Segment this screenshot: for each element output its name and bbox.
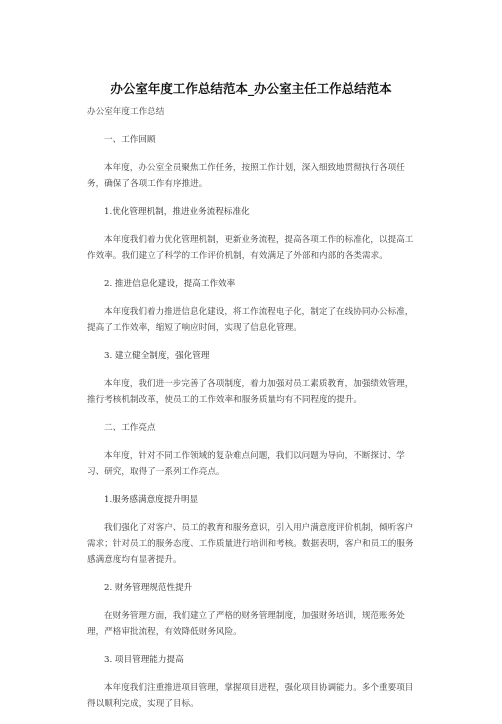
- subheading-finance: 2. 财务管理规范性提升: [104, 583, 193, 593]
- document-title: 办公室年度工作总结范本_办公室主任工作总结范本: [110, 81, 392, 96]
- subheading-project: 3. 项目管理能力提高: [104, 655, 184, 665]
- paragraph-informatization: 本年度我们着力推进信息化建设，将工作流程电子化，制定了在线协同办公标准，提高了工作效率，缩短了响应时间，实现了信息化管理。: [87, 307, 414, 333]
- paragraph-project: 本年度我们注重推进项目管理，掌握项目进程，强化项目协调能力。多个重要项目得以顺利完成，实现了目标。: [87, 683, 414, 709]
- paragraph-system: 本年度，我们进一步完善了各项制度，着力加强对员工素质教育，加强绩效管理，推行考核机制改革，使员工的工作效率和服务质量均有不同程度的提升。: [87, 379, 414, 405]
- section-heading-review: 一、工作回顾: [104, 135, 156, 145]
- subheading-satisfaction: 1.服务感满意度提升明显: [104, 495, 199, 505]
- subheading-system: 3. 建立健全制度，强化管理: [104, 351, 210, 361]
- paragraph-mechanism: 本年度我们着力优化管理机制，更新业务流程，提高各项工作的标准化，以提高工作效率。我们建立了科学的工作评价机制，有效满足了外部和内部的各类需求。: [87, 235, 414, 261]
- subheading-mechanism: 1.优化管理机制，推进业务流程标准化: [104, 207, 250, 217]
- subheading-informatization: 2. 推进信息化建设，提高工作效率: [104, 279, 236, 289]
- paragraph-highlights-intro: 本年度，针对不同工作领域的复杂难点问题，我们以问题为导向，不断探讨、学习、研究，取得了一系列工作亮点。: [87, 451, 405, 477]
- subtitle: 办公室年度工作总结: [87, 107, 165, 117]
- paragraph-finance: 在财务管理方面，我们建立了严格的财务管理制度，加强财务培训，规范账务处理，严格审批流程，有效降低财务风险。: [87, 611, 405, 637]
- document-body: [87, 104, 417, 724]
- paragraph-satisfaction: 我们强化了对客户、员工的教育和服务意识，引入用户满意度评价机制，倾听客户需求；针对员工的服务态度、工作质量进行培训和考核。数据表明，客户和员工的服务感满意度均有显著提升。: [87, 523, 414, 565]
- paragraph-review-intro: 本年度，办公室全员聚焦工作任务，按照工作计划，深入细致地贯彻执行各项任务，确保了各项工作有序推进。: [87, 163, 405, 189]
- section-heading-highlights: 二、工作亮点: [104, 423, 156, 433]
